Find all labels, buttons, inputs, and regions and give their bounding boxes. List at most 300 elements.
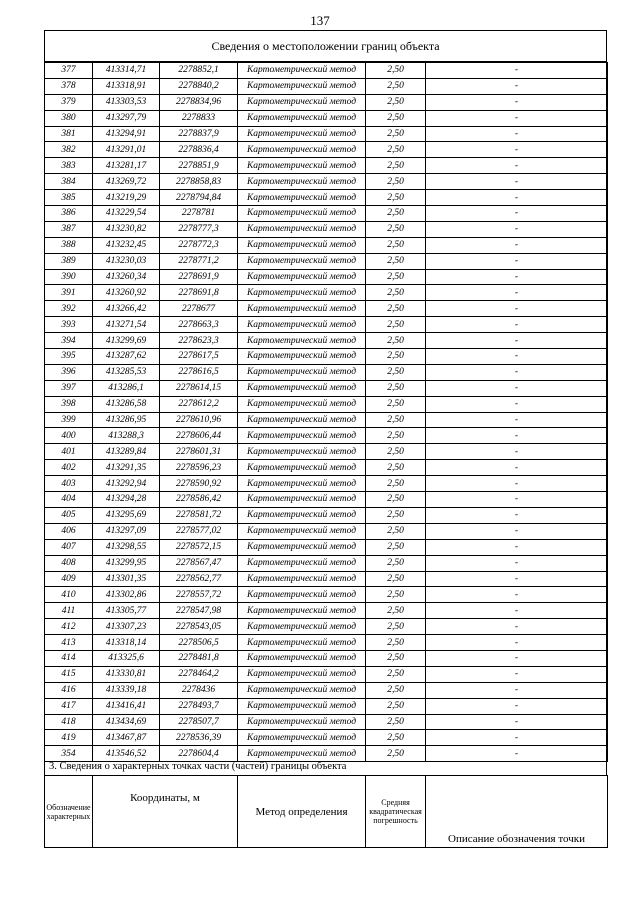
description-cell: -	[426, 63, 608, 79]
method-cell: Картометрический метод	[238, 523, 366, 539]
point-number-cell: 383	[45, 158, 93, 174]
method-cell: Картометрический метод	[238, 444, 366, 460]
point-number-cell: 392	[45, 301, 93, 317]
method-cell: Картометрический метод	[238, 269, 366, 285]
accuracy-cell: 2,50	[366, 78, 426, 94]
coord-y-cell: 2278590,92	[160, 476, 238, 492]
method-cell: Картометрический метод	[238, 539, 366, 555]
table-row	[45, 635, 608, 651]
description-cell: -	[426, 110, 608, 126]
coord-x-cell: 413269,72	[93, 174, 160, 190]
description-cell: -	[426, 285, 608, 301]
section3-header-table	[44, 775, 608, 848]
coord-x-cell: 413297,79	[93, 110, 160, 126]
coord-x-cell: 413294,91	[93, 126, 160, 142]
method-cell: Картометрический метод	[238, 78, 366, 94]
accuracy-cell: 2,50	[366, 253, 426, 269]
table-row	[45, 221, 608, 237]
coord-x-cell: 413229,54	[93, 206, 160, 222]
accuracy-cell: 2,50	[366, 460, 426, 476]
coord-y-cell: 2278581,72	[160, 507, 238, 523]
boundary-section	[44, 30, 607, 762]
coord-x-cell: 413287,62	[93, 349, 160, 365]
description-cell: -	[426, 698, 608, 714]
coord-x-cell: 413266,42	[93, 301, 160, 317]
coord-y-cell: 2278614,15	[160, 380, 238, 396]
coord-x-cell: 413260,34	[93, 269, 160, 285]
method-cell: Картометрический метод	[238, 94, 366, 110]
coord-y-cell: 2278772,3	[160, 237, 238, 253]
point-number-cell: 386	[45, 206, 93, 222]
method-cell: Картометрический метод	[238, 714, 366, 730]
method-cell: Картометрический метод	[238, 587, 366, 603]
method-cell: Картометрический метод	[238, 206, 366, 222]
method-cell: Картометрический метод	[238, 285, 366, 301]
accuracy-cell: 2,50	[366, 396, 426, 412]
coord-x-cell: 413286,1	[93, 380, 160, 396]
header-designation: Обозначение характерных	[45, 776, 93, 848]
table-row	[45, 476, 608, 492]
coord-y-cell: 2278562,77	[160, 571, 238, 587]
method-cell: Картометрический метод	[238, 333, 366, 349]
table-row	[45, 492, 608, 508]
method-cell: Картометрический метод	[238, 492, 366, 508]
coord-y-cell: 2278794,84	[160, 190, 238, 206]
method-cell: Картометрический метод	[238, 317, 366, 333]
coord-y-cell: 2278610,96	[160, 412, 238, 428]
coord-x-cell: 413295,69	[93, 507, 160, 523]
point-number-cell: 379	[45, 94, 93, 110]
point-number-cell: 397	[45, 380, 93, 396]
description-cell: -	[426, 571, 608, 587]
method-cell: Картометрический метод	[238, 460, 366, 476]
point-number-cell: 410	[45, 587, 93, 603]
coord-y-cell: 2278547,98	[160, 603, 238, 619]
point-number-cell: 399	[45, 412, 93, 428]
coord-x-cell: 413285,53	[93, 364, 160, 380]
method-cell: Картометрический метод	[238, 476, 366, 492]
table-row	[45, 650, 608, 666]
coord-y-cell: 2278507,7	[160, 714, 238, 730]
method-cell: Картометрический метод	[238, 221, 366, 237]
coord-y-cell: 2278616,5	[160, 364, 238, 380]
point-number-cell: 415	[45, 666, 93, 682]
description-cell: -	[426, 666, 608, 682]
accuracy-cell: 2,50	[366, 126, 426, 142]
description-cell: -	[426, 523, 608, 539]
description-cell: -	[426, 555, 608, 571]
coord-y-cell: 2278481,8	[160, 650, 238, 666]
point-number-cell: 389	[45, 253, 93, 269]
description-cell: -	[426, 746, 608, 762]
method-cell: Картометрический метод	[238, 158, 366, 174]
table-row	[45, 285, 608, 301]
accuracy-cell: 2,50	[366, 619, 426, 635]
accuracy-cell: 2,50	[366, 142, 426, 158]
method-cell: Картометрический метод	[238, 237, 366, 253]
accuracy-cell: 2,50	[366, 94, 426, 110]
coord-y-cell: 2278596,23	[160, 460, 238, 476]
coord-x-cell: 413260,92	[93, 285, 160, 301]
point-number-cell: 416	[45, 682, 93, 698]
accuracy-cell: 2,50	[366, 603, 426, 619]
coord-y-cell: 2278771,2	[160, 253, 238, 269]
method-cell: Картометрический метод	[238, 142, 366, 158]
point-number-cell: 378	[45, 78, 93, 94]
coord-x-cell: 413546,52	[93, 746, 160, 762]
coord-x-cell: 413299,95	[93, 555, 160, 571]
accuracy-cell: 2,50	[366, 714, 426, 730]
point-number-cell: 419	[45, 730, 93, 746]
accuracy-cell: 2,50	[366, 492, 426, 508]
description-cell: -	[426, 253, 608, 269]
description-cell: -	[426, 603, 608, 619]
accuracy-cell: 2,50	[366, 428, 426, 444]
table-row	[45, 301, 608, 317]
method-cell: Картометрический метод	[238, 412, 366, 428]
method-cell: Картометрический метод	[238, 603, 366, 619]
point-number-cell: 406	[45, 523, 93, 539]
point-number-cell: 377	[45, 63, 93, 79]
point-number-cell: 380	[45, 110, 93, 126]
accuracy-cell: 2,50	[366, 110, 426, 126]
coord-x-cell: 413232,45	[93, 237, 160, 253]
coord-x-cell: 413230,03	[93, 253, 160, 269]
coord-y-cell: 2278604,4	[160, 746, 238, 762]
description-cell: -	[426, 126, 608, 142]
table-row	[45, 110, 608, 126]
point-number-cell: 390	[45, 269, 93, 285]
point-number-cell: 382	[45, 142, 93, 158]
coord-y-cell: 2278851,9	[160, 158, 238, 174]
point-number-cell: 384	[45, 174, 93, 190]
coord-x-cell: 413230,82	[93, 221, 160, 237]
point-number-cell: 396	[45, 364, 93, 380]
point-number-cell: 354	[45, 746, 93, 762]
method-cell: Картометрический метод	[238, 110, 366, 126]
coord-y-cell: 2278677	[160, 301, 238, 317]
table-row	[45, 126, 608, 142]
point-number-cell: 404	[45, 492, 93, 508]
table-row	[45, 682, 608, 698]
point-number-cell: 408	[45, 555, 93, 571]
description-cell: -	[426, 476, 608, 492]
table-row	[45, 539, 608, 555]
point-number-cell: 402	[45, 460, 93, 476]
coord-x-cell: 413314,71	[93, 63, 160, 79]
description-cell: -	[426, 301, 608, 317]
description-cell: -	[426, 190, 608, 206]
description-cell: -	[426, 619, 608, 635]
table-row	[45, 603, 608, 619]
coord-x-cell: 413299,69	[93, 333, 160, 349]
page-number: 137	[310, 13, 330, 28]
method-cell: Картометрический метод	[238, 396, 366, 412]
point-number-cell: 394	[45, 333, 93, 349]
table-row	[45, 571, 608, 587]
accuracy-cell: 2,50	[366, 174, 426, 190]
table-row	[45, 460, 608, 476]
table-row	[45, 507, 608, 523]
coord-y-cell: 2278586,42	[160, 492, 238, 508]
point-number-cell: 414	[45, 650, 93, 666]
point-number-cell: 411	[45, 603, 93, 619]
coord-x-cell: 413271,54	[93, 317, 160, 333]
table-row	[45, 253, 608, 269]
coord-y-cell: 2278781	[160, 206, 238, 222]
coord-x-cell: 413416,41	[93, 698, 160, 714]
accuracy-cell: 2,50	[366, 380, 426, 396]
accuracy-cell: 2,50	[366, 190, 426, 206]
coord-y-cell: 2278557,72	[160, 587, 238, 603]
description-cell: -	[426, 539, 608, 555]
table-row	[45, 380, 608, 396]
coord-y-cell: 2278536,39	[160, 730, 238, 746]
method-cell: Картометрический метод	[238, 507, 366, 523]
description-cell: -	[426, 428, 608, 444]
coord-x-cell: 413291,35	[93, 460, 160, 476]
coord-x-cell: 413288,3	[93, 428, 160, 444]
description-cell: -	[426, 174, 608, 190]
method-cell: Картометрический метод	[238, 301, 366, 317]
accuracy-cell: 2,50	[366, 63, 426, 79]
point-number-cell: 409	[45, 571, 93, 587]
accuracy-cell: 2,50	[366, 635, 426, 651]
coord-x-cell: 413318,91	[93, 78, 160, 94]
accuracy-cell: 2,50	[366, 698, 426, 714]
description-cell: -	[426, 635, 608, 651]
accuracy-cell: 2,50	[366, 666, 426, 682]
accuracy-cell: 2,50	[366, 444, 426, 460]
accuracy-cell: 2,50	[366, 650, 426, 666]
description-cell: -	[426, 364, 608, 380]
coord-y-cell: 2278858,83	[160, 174, 238, 190]
section-title: Сведения о местоположении границ объекта	[45, 31, 606, 62]
point-number-cell: 391	[45, 285, 93, 301]
accuracy-cell: 2,50	[366, 285, 426, 301]
description-cell: -	[426, 206, 608, 222]
description-cell: -	[426, 380, 608, 396]
table-row	[45, 317, 608, 333]
accuracy-cell: 2,50	[366, 523, 426, 539]
table-row	[45, 349, 608, 365]
description-cell: -	[426, 492, 608, 508]
accuracy-cell: 2,50	[366, 746, 426, 762]
method-cell: Картометрический метод	[238, 666, 366, 682]
description-cell: -	[426, 650, 608, 666]
table-row	[45, 269, 608, 285]
coord-x-cell: 413289,84	[93, 444, 160, 460]
section3-title: 3. Сведения о характерных точках части (частей) границы объекта	[44, 757, 607, 776]
accuracy-cell: 2,50	[366, 301, 426, 317]
coord-x-cell: 413301,35	[93, 571, 160, 587]
table-row	[45, 190, 608, 206]
accuracy-cell: 2,50	[366, 237, 426, 253]
accuracy-cell: 2,50	[366, 206, 426, 222]
point-number-cell: 407	[45, 539, 93, 555]
table-row	[45, 364, 608, 380]
point-number-cell: 400	[45, 428, 93, 444]
coord-x-cell: 413298,55	[93, 539, 160, 555]
coord-y-cell: 2278836,4	[160, 142, 238, 158]
accuracy-cell: 2,50	[366, 349, 426, 365]
accuracy-cell: 2,50	[366, 476, 426, 492]
accuracy-cell: 2,50	[366, 317, 426, 333]
accuracy-cell: 2,50	[366, 730, 426, 746]
coord-y-cell: 2278833	[160, 110, 238, 126]
accuracy-cell: 2,50	[366, 539, 426, 555]
coord-x-cell: 413305,77	[93, 603, 160, 619]
method-cell: Картометрический метод	[238, 730, 366, 746]
coord-y-cell: 2278506,5	[160, 635, 238, 651]
coord-x-cell: 413292,94	[93, 476, 160, 492]
method-cell: Картометрический метод	[238, 635, 366, 651]
method-cell: Картометрический метод	[238, 650, 366, 666]
description-cell: -	[426, 269, 608, 285]
coord-x-cell: 413281,17	[93, 158, 160, 174]
accuracy-cell: 2,50	[366, 682, 426, 698]
coord-x-cell: 413219,29	[93, 190, 160, 206]
header-accuracy: Средняя квадратическая погрешность	[366, 776, 426, 848]
method-cell: Картометрический метод	[238, 746, 366, 762]
point-number-cell: 418	[45, 714, 93, 730]
point-number-cell: 398	[45, 396, 93, 412]
point-number-cell: 387	[45, 221, 93, 237]
coord-y-cell: 2278567,47	[160, 555, 238, 571]
table-row	[45, 94, 608, 110]
header-coordinates: Координаты, м	[93, 776, 238, 848]
description-cell: -	[426, 78, 608, 94]
coord-x-cell: 413286,95	[93, 412, 160, 428]
coord-x-cell: 413286,58	[93, 396, 160, 412]
coord-y-cell: 2278617,5	[160, 349, 238, 365]
description-cell: -	[426, 317, 608, 333]
coord-y-cell: 2278572,15	[160, 539, 238, 555]
table-row	[45, 587, 608, 603]
coord-x-cell: 413294,28	[93, 492, 160, 508]
coord-x-cell: 413330,81	[93, 666, 160, 682]
coord-y-cell: 2278612,2	[160, 396, 238, 412]
table-row	[45, 396, 608, 412]
table-row	[45, 428, 608, 444]
method-cell: Картометрический метод	[238, 349, 366, 365]
table-row	[45, 730, 608, 746]
point-number-cell: 412	[45, 619, 93, 635]
table-row	[45, 142, 608, 158]
accuracy-cell: 2,50	[366, 555, 426, 571]
coord-y-cell: 2278493,7	[160, 698, 238, 714]
table-row	[45, 444, 608, 460]
coord-x-cell: 413291,01	[93, 142, 160, 158]
method-cell: Картометрический метод	[238, 571, 366, 587]
method-cell: Картометрический метод	[238, 380, 366, 396]
coord-y-cell: 2278840,2	[160, 78, 238, 94]
description-cell: -	[426, 221, 608, 237]
accuracy-cell: 2,50	[366, 158, 426, 174]
coord-y-cell: 2278436	[160, 682, 238, 698]
method-cell: Картометрический метод	[238, 619, 366, 635]
table-row	[45, 714, 608, 730]
accuracy-cell: 2,50	[366, 269, 426, 285]
coord-y-cell: 2278543,05	[160, 619, 238, 635]
point-number-cell: 393	[45, 317, 93, 333]
table-row	[45, 78, 608, 94]
coord-x-cell: 413434,69	[93, 714, 160, 730]
coord-x-cell: 413339,18	[93, 682, 160, 698]
method-cell: Картометрический метод	[238, 174, 366, 190]
accuracy-cell: 2,50	[366, 412, 426, 428]
description-cell: -	[426, 349, 608, 365]
point-number-cell: 417	[45, 698, 93, 714]
description-cell: -	[426, 412, 608, 428]
coord-x-cell: 413302,86	[93, 587, 160, 603]
accuracy-cell: 2,50	[366, 221, 426, 237]
table-row	[45, 523, 608, 539]
coord-x-cell: 413467,87	[93, 730, 160, 746]
table-row	[45, 237, 608, 253]
accuracy-cell: 2,50	[366, 587, 426, 603]
point-number-cell: 395	[45, 349, 93, 365]
coord-y-cell: 2278601,31	[160, 444, 238, 460]
coord-y-cell: 2278837,9	[160, 126, 238, 142]
table-row	[45, 619, 608, 635]
description-cell: -	[426, 507, 608, 523]
coord-y-cell: 2278606,44	[160, 428, 238, 444]
coord-y-cell: 2278464,2	[160, 666, 238, 682]
description-cell: -	[426, 444, 608, 460]
accuracy-cell: 2,50	[366, 364, 426, 380]
description-cell: -	[426, 682, 608, 698]
point-number-cell: 413	[45, 635, 93, 651]
coord-y-cell: 2278623,3	[160, 333, 238, 349]
point-number-cell: 405	[45, 507, 93, 523]
coord-x-cell: 413307,23	[93, 619, 160, 635]
method-cell: Картометрический метод	[238, 63, 366, 79]
method-cell: Картометрический метод	[238, 428, 366, 444]
point-number-cell: 401	[45, 444, 93, 460]
table-row	[45, 174, 608, 190]
table-row	[45, 206, 608, 222]
description-cell: -	[426, 142, 608, 158]
coord-x-cell: 413318,14	[93, 635, 160, 651]
coord-y-cell: 2278777,3	[160, 221, 238, 237]
coord-x-cell: 413297,09	[93, 523, 160, 539]
description-cell: -	[426, 396, 608, 412]
description-cell: -	[426, 460, 608, 476]
coordinates-table	[44, 62, 608, 762]
coord-x-cell: 413325,6	[93, 650, 160, 666]
coord-y-cell: 2278852,1	[160, 63, 238, 79]
coord-y-cell: 2278834,96	[160, 94, 238, 110]
description-cell: -	[426, 587, 608, 603]
description-cell: -	[426, 333, 608, 349]
method-cell: Картометрический метод	[238, 190, 366, 206]
method-cell: Картометрический метод	[238, 126, 366, 142]
method-cell: Картометрический метод	[238, 253, 366, 269]
point-number-cell: 403	[45, 476, 93, 492]
point-number-cell: 381	[45, 126, 93, 142]
coord-y-cell: 2278691,9	[160, 269, 238, 285]
table-row	[45, 666, 608, 682]
method-cell: Картометрический метод	[238, 364, 366, 380]
coord-y-cell: 2278663,3	[160, 317, 238, 333]
point-number-cell: 388	[45, 237, 93, 253]
method-cell: Картометрический метод	[238, 555, 366, 571]
header-method: Метод определения	[238, 776, 366, 848]
point-number-cell: 385	[45, 190, 93, 206]
description-cell: -	[426, 730, 608, 746]
table-row	[45, 158, 608, 174]
